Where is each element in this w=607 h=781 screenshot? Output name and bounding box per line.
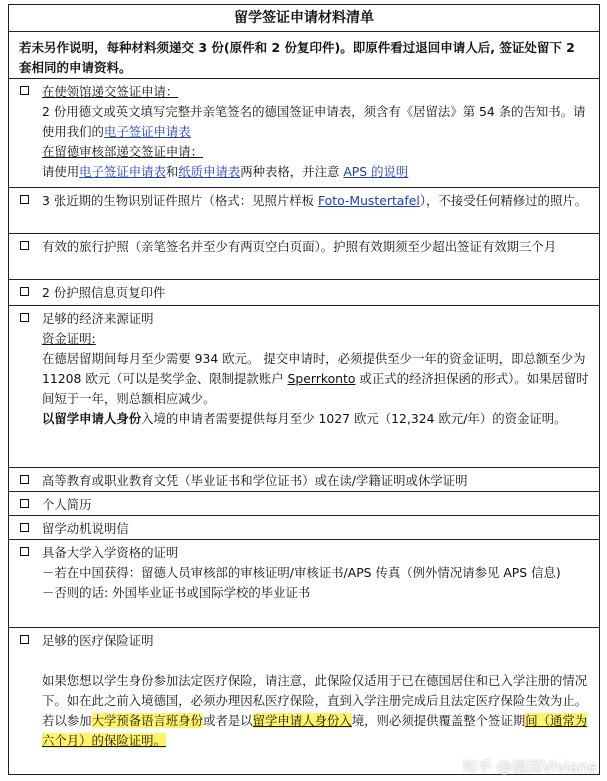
checkbox[interactable] (20, 195, 29, 204)
item-passport-copies (9, 280, 599, 306)
sperrkonto-term: Sperrkonto (287, 371, 356, 386)
highlight-applicant: 留学申请人身份入 (252, 713, 352, 728)
item-diploma (9, 468, 599, 492)
financial-text: 在德居留期间每月至少需要 934 欧元。 提交申请时，必须提供至少一年的资金证明，即总额至少为 11208 欧元（可以是奖学金、限制提款账户 Sperrkonto 或正式的经济担保函的形式）。如果居留时间短于一年，则总额相应减少。 (42, 351, 589, 406)
aps-text: 请使用电子签证申请表和纸质申请表两种表格，并注意 APS 的说明 (42, 164, 409, 179)
checkbox[interactable] (20, 499, 29, 508)
e-visa-form-link-2[interactable]: 电子签证申请表 (79, 164, 166, 179)
checkbox[interactable] (20, 635, 29, 644)
aps-note-link[interactable]: APS 的说明 (343, 164, 409, 179)
highlight-period: 间（通常为六个月）的保险证明。 (42, 713, 588, 748)
checkbox[interactable] (20, 86, 29, 95)
highlight-language-course: 大学预备语言班身份 (91, 713, 204, 728)
entrance-else-text: －否则的话: 外国毕业证书或国际学校的毕业证书 (42, 585, 311, 600)
photos-text: 3 张近期的生物识别证件照片（格式：见照片样板 Foto-Mustertafel），不接受任何精修过的照片。 (42, 193, 588, 208)
checkbox[interactable] (20, 547, 29, 556)
checklist-document (8, 4, 600, 775)
passport-text: 有效的旅行护照（亲笔签名并至少有两页空白页面）。护照有效期须至少超出签证有效期三个月 (42, 239, 557, 254)
financial-title: 足够的经济来源证明 (42, 311, 154, 326)
insurance-highlight-text: 若以参加大学预备语言班身份或者是以留学申请人身份入境，则必须提供覆盖整个签证期间（通常为六个月）的保险证明。 (42, 713, 588, 748)
financial-label: 资金证明: (42, 331, 96, 346)
instructions-note: 若未另作说明，每种材料须递交 3 份(原件和 2 份复印件)。即原件看过退回申请人后, 签证处留下 2 套相同的申请资料。 (9, 32, 599, 79)
cv-text: 个人简历 (42, 497, 92, 512)
item-financial-proof (9, 306, 599, 468)
item-motivation-letter (9, 516, 599, 540)
foto-mustertafel-link[interactable]: Foto-Mustertafel (317, 193, 420, 208)
item-passport (9, 234, 599, 280)
item-photos (9, 188, 599, 234)
aps-label: 在留德审核部递交签证申请： (42, 144, 204, 159)
insurance-title: 足够的医疗保险证明 (42, 633, 154, 648)
entrance-china-text: －若在中国获得：留德人员审核部的审核证明/审核证书/APS 传真（例外情况请参见 APS 信息) (42, 565, 561, 580)
document-title: 留学签证申请材料清单 (9, 5, 599, 32)
checkbox[interactable] (20, 313, 29, 322)
e-visa-form-link[interactable]: 电子签证申请表 (103, 124, 191, 139)
item-cv (9, 492, 599, 516)
checkbox[interactable] (20, 287, 29, 296)
checkbox[interactable] (20, 241, 29, 250)
item-health-insurance (9, 628, 599, 774)
checkbox[interactable] (20, 523, 29, 532)
insurance-text: 如果您想以学生身份参加法定医疗保险，请注意，此保险仅适用于已在德国居住和已入学注册的情况下。如在此之前入境德国，必须办理因私医疗保险，直到入学注册完成后且法定医疗保险生效为止。 (42, 673, 588, 708)
financial-applicant-text: 以留学申请人身份入境的申请者需要提供每月至少 1027 欧元（12,324 欧元/年）的资金证明。 (42, 411, 567, 426)
passport-copies-text: 2 份护照信息页复印件 (42, 285, 166, 300)
diploma-text: 高等教育或职业教育文凭（毕业证书和学位证书）或在读/学籍证明或休学证明 (42, 473, 468, 488)
paper-form-link[interactable]: 纸质申请表 (178, 164, 241, 179)
motivation-text: 留学动机说明信 (42, 521, 129, 536)
checkbox[interactable] (20, 475, 29, 484)
item-application-form (9, 79, 599, 188)
embassy-label: 在使领馆递交签证申请： (42, 84, 179, 99)
embassy-text: 2 份用德文或英文填写完整并亲笔签名的德国签证申请表，须含有《居留法》第 54 条的告知书。请使用我们的电子签证申请表 (42, 104, 586, 139)
entrance-title: 具备大学入学资格的证明 (42, 545, 179, 560)
item-university-entrance (9, 540, 599, 628)
zhihu-watermark: 知乎 @德国Viviane (462, 758, 597, 776)
